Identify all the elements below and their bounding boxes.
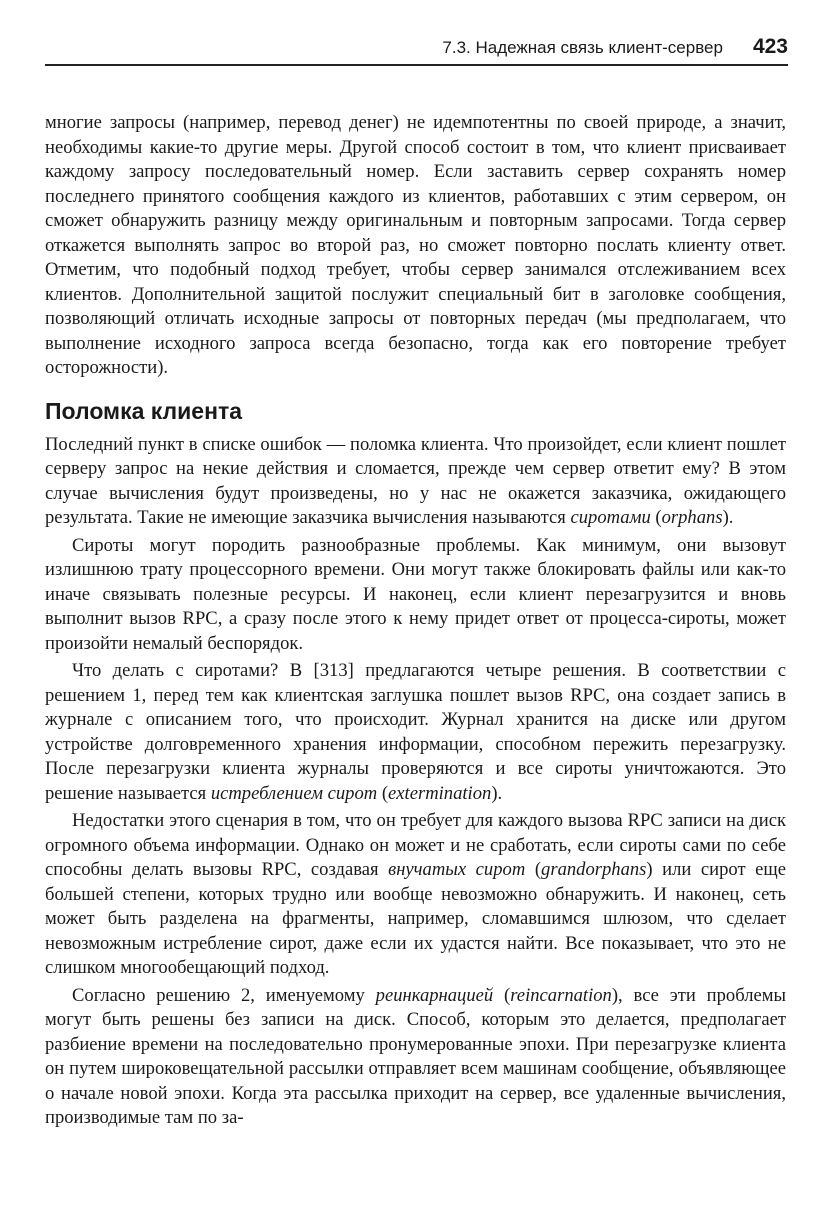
paragraph-text: ) или сирот еще большей степени, которых трудно или вообще невозможно обнаружить. И наконец, сеть может быть разделена на фрагменты, например, сломавшимся шлюзом, что сделает невозможным истребление сирот, даже если их удастся найти. Все показывает, что это не слишком многообещающий подход. [45, 859, 787, 978]
paren-open: ( [525, 859, 542, 880]
paragraph-orphan-problems [45, 534, 786, 657]
paragraph-orphans-intro [45, 433, 786, 531]
term-en: reincarnation [510, 984, 612, 1006]
term-en: extermination [388, 782, 492, 804]
paragraph-text: Сироты могут породить разнообразные проблемы. Как минимум, они вызовут излишнюю трату процессорного времени. Они могут также блокировать файлы или как-то иначе связывать полезные ресурсы. И наконец, если клиент перезагрузится и вновь выполнит вызов RPC, а сразу после этого к нему придет ответ от процесса-сироты, может произойти немалый беспорядок. [45, 534, 786, 654]
paragraph-text: Согласно решению 2, именуемому [72, 984, 376, 1006]
paragraph-drawbacks [45, 809, 786, 981]
paragraph-text: Недостатки этого сценария в том, что он требует для каждого вызова RPC записи на диск огромного объема информации. Однако он может и не сработать, если сироты сами по себе способны делать вызовы RPC, создавая [45, 810, 786, 880]
term-ru: истреблением сирот [210, 782, 378, 804]
paren-open: ( [493, 984, 511, 1006]
paragraph-continued [45, 111, 786, 381]
page-number: 423 [752, 35, 788, 58]
chapter-title: 7.3. Надежная связь клиент-сервер [442, 38, 723, 57]
paragraph-text: Последний пункт в списке ошибок — поломка клиента. Что произойдет, если клиент пошлет серверу запрос на некие действия и сломается, прежде чем сервер ответит ему? В этом случае вычисления будут произведены, но у нас не окажется заказчика, ожидающего результата. Такие не имеющие заказчика вычисления называются [45, 433, 786, 528]
paragraph-solution-2 [45, 984, 786, 1131]
paragraph-text: многие запросы (например, перевод денег) не идемпотентны по своей природе, а значит, необходимы какие-то другие меры. Другой способ состоит в том, что клиент присваивает каждому запросу последовательный номер. Если заставить сервер сохранять номер последнего принятого сообщения каждого из клиентов, работавших с этим сервером, он сможет обнаружить разницу между оригинальным и повторным запросами. Тогда сервер откажется выполнять запрос во второй раз, но сможет повторно послать клиенту ответ. Отметим, что подобный подход требует, чтобы сервер занимался отслеживанием всех клиентов. Дополнительной защитой послужит специальный бит в заголовке сообщения, позволяющий отличать исходные запросы от повторных передач (мы предполагаем, что выполнение исходного запроса всегда безопасно, тогда как его повторение требует осторожности). [45, 112, 786, 378]
term-en: grandorphans [541, 859, 647, 880]
term-en: orphans [661, 507, 723, 528]
paren-close: ). [491, 782, 503, 804]
paragraph-text: ), все эти проблемы могут быть решены без записи на диск. Способ, которым это делается, предполагает разбиение времени на последовательно пронумерованные эпохи. При перезагрузке клиента он путем широковещательной рассылки отправляет всем машинам сообщение, объявляющее о начале новой эпохи. Когда эта рассылка приходит на сервер, все удаленные вычисления, производимые там по за- [45, 984, 787, 1128]
term-ru: реинкарнацией [375, 984, 494, 1006]
term-ru: внучатых сирот [388, 859, 526, 880]
term-ru: сиротами [570, 507, 651, 528]
paren-close: ). [722, 507, 734, 528]
page-body [45, 111, 786, 1131]
running-header [45, 30, 788, 66]
paragraph-solution-1 [45, 659, 786, 806]
paren-open: ( [650, 507, 662, 528]
section-heading: Поломка клиента [45, 397, 243, 424]
paren-open: ( [377, 782, 389, 804]
paragraph-text: Что делать с сиротами? В [313] предлагаются четыре решения. В соответствии с решением 1, перед тем как клиентская заглушка пошлет вызов RPC, она создает запись в журнале с описанием того, что происходит. Журнал хранится на диске или другом устройстве долговременного хранения информации, способном пережить перезагрузку. После перезагрузки клиента журналы проверяются и все сироты уничтожаются. Это решение называется [45, 660, 786, 804]
